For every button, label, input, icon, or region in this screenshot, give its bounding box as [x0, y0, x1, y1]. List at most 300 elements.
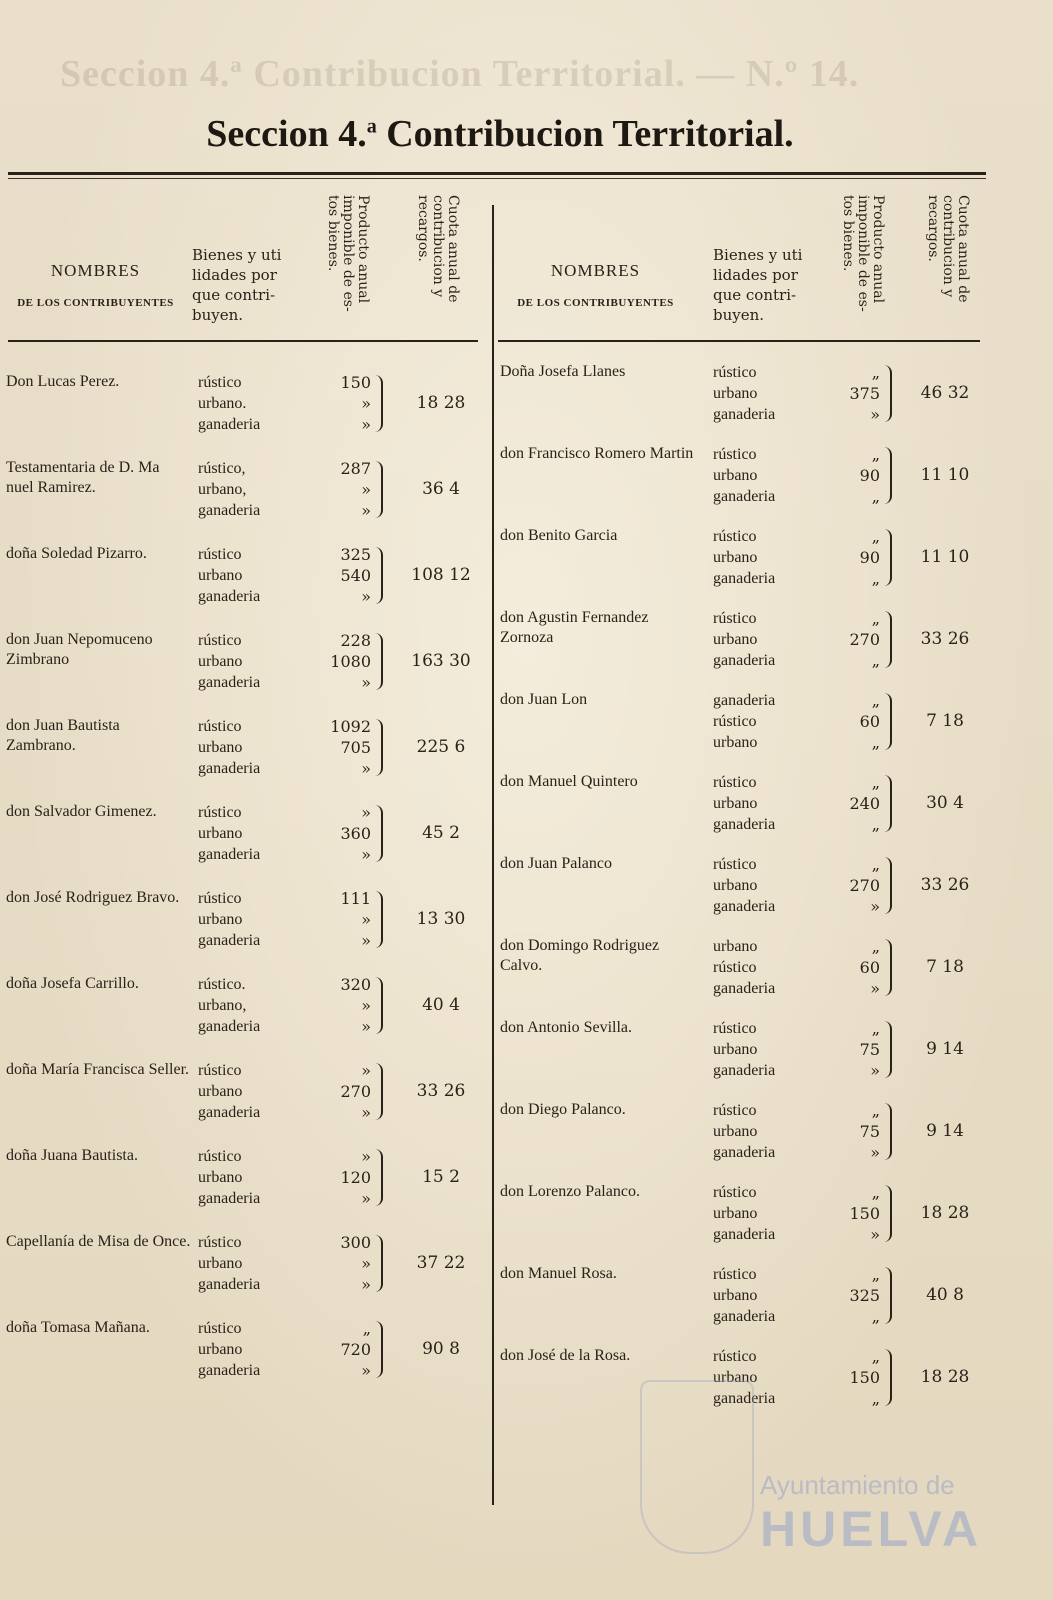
product-value: „ — [871, 733, 880, 752]
property-type: urbano — [713, 1205, 758, 1222]
header-names-bottom: DE LOS CONTRIBUYENTES — [517, 297, 674, 309]
contributor-entry — [6, 372, 476, 438]
annual-quota: 40 4 — [422, 995, 460, 1015]
property-type: rústico — [198, 1148, 242, 1165]
property-type: ganaderia — [198, 1362, 261, 1379]
product-value: 270 — [340, 1082, 371, 1101]
contributor-name: doña Soledad Pizarro. — [6, 545, 147, 562]
property-type: ganaderia — [198, 1018, 261, 1035]
property-type: ganaderia — [713, 1390, 776, 1407]
annual-quota: 11 10 — [920, 547, 970, 567]
product-value: » — [361, 1147, 371, 1166]
header-names-bottom: DE LOS CONTRIBUYENTES — [17, 297, 174, 309]
product-value: » — [870, 897, 880, 916]
annual-quota: 33 26 — [920, 875, 970, 895]
brace — [373, 805, 383, 862]
product-value: „ — [871, 815, 880, 834]
product-value: 60 — [859, 958, 880, 977]
property-type: urbano — [713, 734, 758, 751]
contributor-entry — [6, 458, 476, 524]
property-type: urbano — [198, 825, 243, 842]
annual-product — [820, 772, 880, 835]
contributor-name: doña Tomasa Mañana. — [6, 1319, 150, 1336]
brace — [882, 857, 892, 914]
brace — [373, 1321, 383, 1378]
property-type: urbano — [713, 467, 758, 484]
product-value: „ — [871, 1307, 880, 1326]
property-type: ganaderia — [713, 1226, 776, 1243]
brace — [882, 1267, 892, 1324]
product-value: 270 — [849, 876, 880, 895]
property-type: rústico — [713, 856, 757, 873]
contributor-name: Doña Josefa Llanes — [500, 363, 626, 380]
product-value: 240 — [849, 794, 880, 813]
property-type: rústico — [198, 1320, 242, 1337]
header-bienes-left: Bienes y uti lidades por que contri- buyen. — [192, 246, 282, 324]
product-value: » — [361, 501, 371, 520]
product-value: „ — [871, 1101, 880, 1120]
property-type: rústico — [713, 446, 757, 463]
product-value: „ — [871, 1265, 880, 1284]
property-type: rústico — [713, 1266, 757, 1283]
brace — [373, 461, 383, 518]
property-type: ganaderia — [713, 816, 776, 833]
product-value: „ — [362, 1319, 371, 1338]
property-type: urbano, — [198, 481, 247, 498]
product-value: „ — [871, 487, 880, 506]
property-types — [198, 716, 298, 779]
brace — [373, 375, 383, 432]
product-value: » — [361, 394, 371, 413]
property-type: rústico. — [198, 976, 246, 993]
annual-product — [311, 458, 371, 521]
property-type: urbano — [198, 1255, 243, 1272]
brace — [373, 1063, 383, 1120]
contributor-entry — [6, 1146, 476, 1212]
product-value: » — [870, 979, 880, 998]
contributor-entry — [500, 772, 980, 838]
header-bienes-right: Bienes y uti lidades por que contri- buyen. — [713, 246, 803, 324]
property-types — [713, 690, 813, 753]
product-value: „ — [871, 773, 880, 792]
brace — [882, 1185, 892, 1242]
brace — [373, 547, 383, 604]
property-types — [198, 1232, 298, 1295]
annual-product — [311, 888, 371, 951]
property-type: rústico — [713, 1348, 757, 1365]
annual-product — [820, 1182, 880, 1245]
annual-product — [820, 690, 880, 753]
contributor-entry — [6, 974, 476, 1040]
property-type: urbano — [713, 385, 758, 402]
property-type: ganaderia — [198, 416, 261, 433]
product-value: » — [361, 803, 371, 822]
product-value: » — [870, 1143, 880, 1162]
product-value: 540 — [340, 566, 371, 585]
annual-quota: 18 28 — [416, 393, 466, 413]
property-type: urbano — [198, 911, 243, 928]
brace — [373, 1149, 383, 1206]
product-value: 60 — [859, 712, 880, 731]
annual-quota: 108 12 — [411, 565, 471, 585]
property-type: urbano — [198, 653, 243, 670]
product-value: » — [870, 1061, 880, 1080]
property-type: ganaderia — [198, 1276, 261, 1293]
contributor-name: doña Juana Bautista. — [6, 1147, 138, 1164]
property-type: ganaderia — [198, 932, 261, 949]
annual-quota: 7 18 — [926, 957, 964, 977]
contributor-entry — [500, 1100, 980, 1166]
annual-quota: 9 14 — [926, 1121, 964, 1141]
contributor-entry — [500, 1264, 980, 1330]
title-rule-thick — [8, 172, 986, 175]
property-type: urbano — [198, 1169, 243, 1186]
property-type: rústico — [713, 713, 757, 730]
brace — [373, 1235, 383, 1292]
contributor-entry — [500, 690, 980, 756]
annual-product — [311, 1232, 371, 1295]
header-producto-left: Producto anual imponible de es- tos bienes. — [325, 195, 371, 312]
contributor-entry — [500, 936, 980, 1002]
property-type: ganaderia — [713, 692, 776, 709]
header-names-right — [498, 262, 693, 312]
product-value: » — [361, 845, 371, 864]
property-type: ganaderia — [713, 570, 776, 587]
property-type: ganaderia — [713, 1062, 776, 1079]
property-types — [198, 802, 298, 865]
property-type: urbano — [198, 567, 243, 584]
product-value: 705 — [340, 738, 371, 757]
contributor-name: doña María Francisca Seller. — [6, 1061, 190, 1078]
property-type: ganaderia — [198, 760, 261, 777]
product-value: 287 — [340, 459, 371, 478]
header-rule-right — [498, 340, 980, 342]
property-types — [713, 936, 813, 999]
annual-quota: 36 4 — [422, 479, 460, 499]
property-types — [198, 458, 298, 521]
header-producto-right: Producto anual imponible de es- tos bienes. — [840, 195, 886, 312]
product-value: » — [361, 1061, 371, 1080]
contributor-name: don Agustin Fernandez Zornoza — [500, 609, 649, 646]
header-rule-left — [8, 340, 478, 342]
annual-product — [820, 1018, 880, 1081]
property-type: urbano — [713, 938, 758, 955]
brace — [373, 977, 383, 1034]
contributor-entry — [6, 1060, 476, 1126]
brace — [882, 1349, 892, 1406]
product-value: 360 — [340, 824, 371, 843]
annual-product — [311, 1060, 371, 1123]
annual-quota: 37 22 — [416, 1253, 466, 1273]
title-rule-thin — [8, 178, 986, 179]
property-type: rústico — [198, 718, 242, 735]
property-type: rústico — [713, 1102, 757, 1119]
header-cuota-left: Cuota anual de contribucion y recargos. — [415, 195, 461, 303]
product-value: » — [870, 1225, 880, 1244]
property-types — [713, 526, 813, 589]
property-type: urbano. — [198, 395, 247, 412]
annual-product — [820, 362, 880, 425]
brace — [882, 365, 892, 422]
annual-quota: 163 30 — [411, 651, 471, 671]
contributor-entry — [6, 1232, 476, 1298]
annual-quota: 45 2 — [422, 823, 460, 843]
product-value: » — [870, 405, 880, 424]
property-type: rústico — [198, 1234, 242, 1251]
product-value: » — [361, 673, 371, 692]
annual-quota: 11 10 — [920, 465, 970, 485]
property-type: urbano — [713, 549, 758, 566]
contributor-entry — [500, 854, 980, 920]
annual-quota: 40 8 — [926, 1285, 964, 1305]
property-types — [198, 888, 298, 951]
product-value: „ — [871, 569, 880, 588]
contributor-name: doña Josefa Carrillo. — [6, 975, 139, 992]
title-rest: Contribucion Territorial. — [376, 113, 794, 155]
product-value: „ — [871, 445, 880, 464]
contributor-entry — [6, 888, 476, 954]
property-type: urbano — [713, 877, 758, 894]
contributor-name: don Benito Garcia — [500, 527, 618, 544]
annual-quota: 33 26 — [920, 629, 970, 649]
header-names-top: NOMBRES — [550, 261, 641, 280]
annual-product — [311, 716, 371, 779]
product-value: 720 — [340, 1340, 371, 1359]
product-value: 90 — [859, 548, 880, 567]
property-types — [198, 1146, 298, 1209]
product-value: 320 — [340, 975, 371, 994]
property-type: urbano — [713, 795, 758, 812]
contributor-name: Testamentaria de D. Ma nuel Ramirez. — [6, 459, 160, 496]
property-type: urbano — [713, 1041, 758, 1058]
product-value: „ — [871, 1347, 880, 1366]
product-value: » — [361, 996, 371, 1015]
property-type: ganaderia — [713, 652, 776, 669]
product-value: » — [361, 910, 371, 929]
property-type: rústico — [198, 374, 242, 391]
product-value: 90 — [859, 466, 880, 485]
header-names-top: NOMBRES — [50, 261, 141, 280]
property-type: rústico — [198, 546, 242, 563]
contributor-name: don Juan Bautista Zambrano. — [6, 717, 120, 754]
header-cuota-right: Cuota anual de contribucion y recargos. — [925, 195, 971, 303]
product-value: „ — [871, 855, 880, 874]
contributor-name: Capellanía de Misa de Once. — [6, 1233, 191, 1250]
property-types — [713, 362, 813, 425]
annual-product — [311, 544, 371, 607]
annual-product — [820, 608, 880, 671]
contributor-name: don José Rodriguez Bravo. — [6, 889, 180, 906]
property-type: rústico — [713, 959, 757, 976]
property-types — [198, 1060, 298, 1123]
brace — [373, 719, 383, 776]
property-type: rústico — [198, 804, 242, 821]
product-value: 75 — [859, 1040, 880, 1059]
contributor-name: don Domingo Rodriguez Calvo. — [500, 937, 660, 974]
watermark-line1: Ayuntamiento de — [760, 1470, 955, 1500]
contributor-name: don José de la Rosa. — [500, 1347, 631, 1364]
annual-quota: 18 28 — [920, 1367, 970, 1387]
property-types — [198, 974, 298, 1037]
annual-quota: 225 6 — [416, 737, 466, 757]
property-type: ganaderia — [713, 1144, 776, 1161]
property-types — [198, 372, 298, 435]
contributor-name: don Manuel Rosa. — [500, 1265, 617, 1282]
product-value: » — [361, 1361, 371, 1380]
property-type: urbano — [198, 739, 243, 756]
product-value: 150 — [849, 1368, 880, 1387]
product-value: „ — [871, 527, 880, 546]
product-value: 228 — [340, 631, 371, 650]
property-type: urbano — [713, 1123, 758, 1140]
annual-quota: 18 28 — [920, 1203, 970, 1223]
contributor-entry — [500, 362, 980, 428]
product-value: „ — [871, 691, 880, 710]
contributor-entry — [6, 544, 476, 610]
property-type: rústico — [198, 1062, 242, 1079]
title-main: Seccion 4. — [206, 113, 367, 155]
property-type: urbano — [713, 1287, 758, 1304]
annual-product — [820, 526, 880, 589]
brace — [882, 529, 892, 586]
product-value: „ — [871, 651, 880, 670]
product-value: 150 — [340, 373, 371, 392]
page-title — [0, 112, 1000, 156]
property-types — [713, 608, 813, 671]
product-value: „ — [871, 363, 880, 382]
property-type: ganaderia — [198, 674, 261, 691]
watermark-line2: HUELVA — [760, 1501, 983, 1557]
contributor-entry — [500, 1018, 980, 1084]
annual-product — [311, 974, 371, 1037]
contributor-entry — [500, 526, 980, 592]
property-type: urbano — [713, 631, 758, 648]
product-value: 270 — [849, 630, 880, 649]
property-types — [713, 1018, 813, 1081]
property-type: urbano, — [198, 997, 247, 1014]
product-value: » — [361, 415, 371, 434]
property-type: ganaderia — [198, 502, 261, 519]
annual-quota: 7 18 — [926, 711, 964, 731]
property-types — [713, 1100, 813, 1163]
property-type: ganaderia — [713, 980, 776, 997]
property-type: urbano — [198, 1083, 243, 1100]
annual-product — [820, 936, 880, 999]
brace — [882, 775, 892, 832]
product-value: 300 — [340, 1233, 371, 1252]
product-value: » — [361, 1017, 371, 1036]
product-value: » — [361, 1103, 371, 1122]
column-divider — [492, 205, 494, 1505]
property-types — [713, 1182, 813, 1245]
contributor-entry — [6, 716, 476, 782]
annual-product — [820, 1346, 880, 1409]
bleed-through-heading: Seccion 4.ª Contribucion Territorial. — N.º 14. — [60, 53, 860, 95]
product-value: » — [361, 1254, 371, 1273]
brace — [882, 939, 892, 996]
contributor-name: don Diego Palanco. — [500, 1101, 626, 1118]
product-value: » — [361, 1189, 371, 1208]
product-value: » — [361, 587, 371, 606]
property-type: rústico — [713, 774, 757, 791]
property-type: rústico — [713, 1020, 757, 1037]
property-type: ganaderia — [713, 898, 776, 915]
property-type: rústico — [713, 610, 757, 627]
product-value: » — [361, 480, 371, 499]
product-value: 325 — [849, 1286, 880, 1305]
brace — [373, 633, 383, 690]
property-type: rústico — [713, 528, 757, 545]
property-types — [198, 544, 298, 607]
annual-quota: 13 30 — [416, 909, 466, 929]
property-type: urbano — [713, 1369, 758, 1386]
huelva-seal-watermark — [640, 1380, 754, 1554]
annual-quota: 15 2 — [422, 1167, 460, 1187]
annual-product — [820, 854, 880, 917]
product-value: 325 — [340, 545, 371, 564]
property-type: rústico — [713, 1184, 757, 1201]
product-value: » — [361, 1275, 371, 1294]
brace — [882, 1103, 892, 1160]
property-types — [713, 444, 813, 507]
property-types — [713, 854, 813, 917]
property-type: ganaderia — [198, 588, 261, 605]
product-value: „ — [871, 609, 880, 628]
contributor-entry — [6, 1318, 476, 1384]
product-value: » — [361, 759, 371, 778]
annual-quota: 33 26 — [416, 1081, 466, 1101]
annual-quota: 9 14 — [926, 1039, 964, 1059]
annual-quota: 90 8 — [422, 1339, 460, 1359]
product-value: „ — [871, 1183, 880, 1202]
property-types — [713, 772, 813, 835]
contributor-name: don Manuel Quintero — [500, 773, 638, 790]
product-value: „ — [871, 937, 880, 956]
property-type: rústico, — [198, 460, 246, 477]
annual-product — [311, 630, 371, 693]
contributor-entry — [500, 444, 980, 510]
property-type: ganaderia — [198, 1190, 261, 1207]
property-type: ganaderia — [198, 846, 261, 863]
product-value: „ — [871, 1389, 880, 1408]
contributor-name: don Salvador Gimenez. — [6, 803, 157, 820]
title-sup: a — [366, 115, 377, 138]
property-types — [198, 1318, 298, 1381]
annual-product — [311, 802, 371, 865]
brace — [882, 1021, 892, 1078]
contributor-name: don Francisco Romero Martin — [500, 445, 694, 462]
property-types — [198, 630, 298, 693]
contributor-name: don Juan Palanco — [500, 855, 612, 872]
product-value: 75 — [859, 1122, 880, 1141]
annual-product — [820, 1100, 880, 1163]
contributor-name: don Juan Nepomuceno Zimbrano — [6, 631, 153, 668]
property-type: ganaderia — [713, 1308, 776, 1325]
property-type: ganaderia — [713, 406, 776, 423]
annual-product — [311, 1318, 371, 1381]
annual-product — [820, 444, 880, 507]
brace — [373, 891, 383, 948]
property-type: urbano — [198, 1341, 243, 1358]
product-value: » — [361, 931, 371, 950]
property-type: rústico — [713, 364, 757, 381]
product-value: 150 — [849, 1204, 880, 1223]
annual-quota: 30 4 — [926, 793, 964, 813]
contributor-entry — [500, 1182, 980, 1248]
brace — [882, 611, 892, 668]
contributor-entry — [500, 608, 980, 674]
contributor-name: don Antonio Sevilla. — [500, 1019, 632, 1036]
